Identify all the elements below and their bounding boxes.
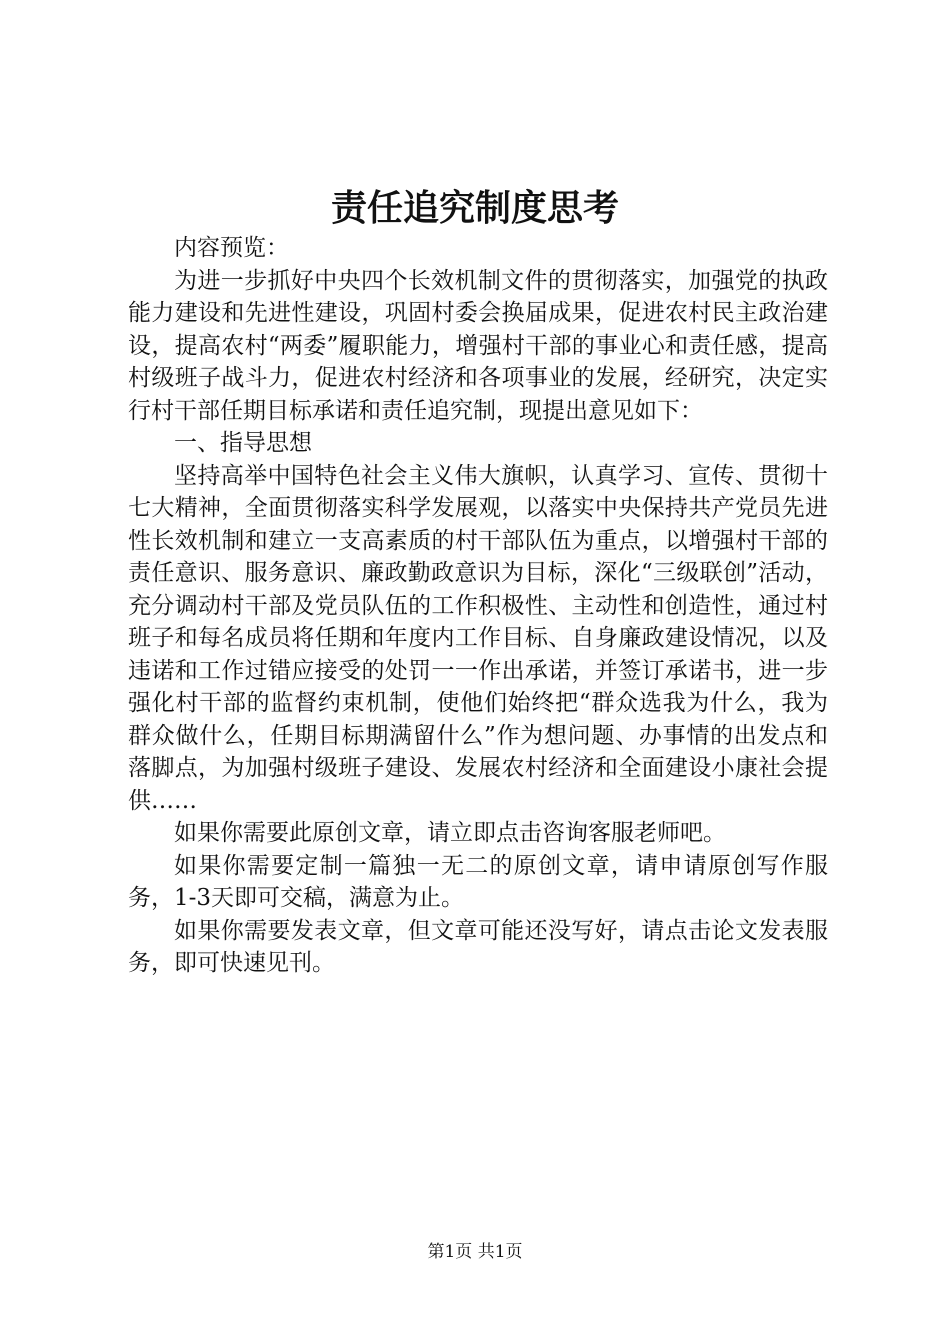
preview-label: 内容预览： bbox=[174, 235, 289, 261]
document-title: 责任追究制度思考 bbox=[330, 187, 619, 229]
document-body bbox=[128, 232, 828, 980]
custom-writing-text[interactable]: 如果你需要定制一篇独一无二的原创文章，请申请原创写作服务，1-3天即可交稿，满意为止。 bbox=[128, 852, 828, 911]
consult-link-text[interactable]: 如果你需要此原创文章，请立即点击咨询客服老师吧。 bbox=[174, 820, 726, 846]
page-footer: 第1页 共1页 bbox=[427, 1242, 523, 1262]
guiding-paragraph: 坚持高举中国特色社会主义伟大旗帜，认真学习、宣传、贯彻十七大精神，全面贯彻落实科学发展观，以落实中央保持共产党员先进性长效机制和建立一支高素质的村干部队伍为重点，以增强村干部的责任意识、服务意识、廉政勤政意识为目标，深化“三级联创”活动，充分调动村干部及党员队伍的工作积极性、主动性和创造性，通过村班子和每名成员将任期和年度内工作目标、自身廉政建设情况，以及违诺和工作过错应接受的处罚一一作出承诺，并签订承诺书，进一步强化村干部的监督约束机制，使他们始终把“群众选我为什么，我为群众做什么，任期目标期满留什么”作为想问题、办事情的出发点和落脚点，为加强村级班子建设、发展农村经济和全面建设小康社会提供…… bbox=[128, 462, 828, 814]
publish-service-text[interactable]: 如果你需要发表文章，但文章可能还没写好，请点击论文发表服务，即可快速见刊。 bbox=[128, 917, 828, 976]
section-heading: 一、指导思想 bbox=[174, 430, 312, 456]
intro-paragraph: 为进一步抓好中央四个长效机制文件的贯彻落实，加强党的执政能力建设和先进性建设，巩固村委会换届成果，促进农村民主政治建设，提高农村“两委”履职能力，增强村干部的事业心和责任感，提高村级班子战斗力，促进农村经济和各项事业的发展，经研究，决定实行村干部任期目标承诺和责任追究制，现提出意见如下： bbox=[128, 267, 828, 424]
